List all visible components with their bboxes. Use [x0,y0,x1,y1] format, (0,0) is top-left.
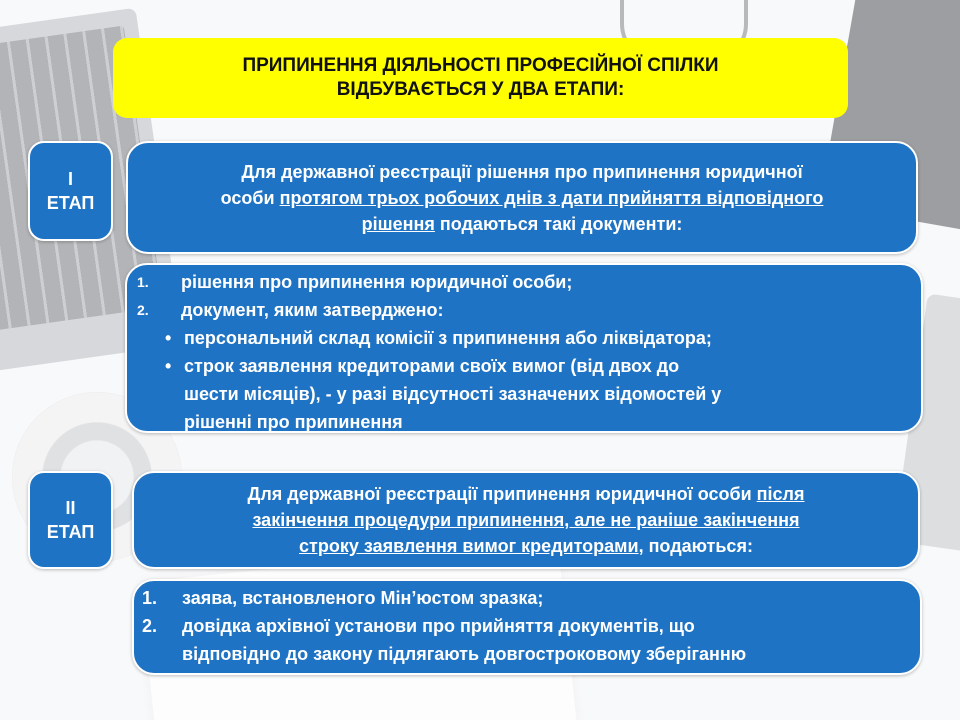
list-item [134,584,920,612]
list-item-text: рішення про припинення юридичної особи; [181,272,573,292]
list-item-text-line-2: відповідно до закону підлягають довгостроковому зберіганню [182,644,747,664]
bullet-text-line-1: строк заявлення кредиторами своїх вимог (від двох до [184,356,680,376]
stage-2-info-line-3-underlined: строку заявлення вимог кредиторами [299,536,639,556]
stage-2-info-line-1-plain: Для державної реєстрації припинення юридичної особи [247,484,757,504]
stage-1-info [126,141,918,254]
list-item-text-line-1: довідка архівної установи про прийняття документів, що [182,616,695,636]
list-item [134,612,920,668]
stage-1-info-line-2-plain: особи [220,187,280,208]
bullet-text-line-2: шести місяців), - у разі відсутності зазначених відомостей у [184,384,722,404]
title-line-2: ВІДБУВАЄТЬСЯ У ДВА ЕТАПИ: [336,79,625,100]
bullet-text-line-3: рішенні про припинення [184,412,403,432]
stage-1-word: ЕТАП [46,193,95,213]
stage-1-number: I [67,169,73,189]
stage-1-info-line-3-underlined: рішення [361,213,435,234]
stage-1-info-line-3-plain: подаються такі документи: [434,213,683,234]
stage-2-info [132,471,920,569]
title-line-1: ПРИПИНЕННЯ ДІЯЛЬНОСТІ ПРОФЕСІЙНОЇ СПІЛКИ [242,55,719,76]
stage-2-word: ЕТАП [46,522,95,542]
list-item-text: заява, встановленого Мін’юстом зразка; [182,588,544,608]
bullet-icon: • [165,356,172,376]
list-item-number: 1. [142,588,158,608]
stage-1-info-line-1: Для державної реєстрації рішення про припинення юридичної [241,161,803,182]
bullet-text: персональний склад комісії з припинення або ліквідатора; [184,328,712,348]
stage-2-documents-list [132,579,922,675]
bullet-item [127,352,921,436]
list-item [127,296,921,324]
bullet-item [127,324,921,352]
list-item [127,268,921,296]
stage-1-label [28,141,113,241]
stage-2-info-line-1 [248,481,805,507]
stage-1-info-line-3 [362,211,683,237]
stage-2-label [28,471,113,569]
list-item-text: документ, яким затверджено: [181,300,444,320]
stage-2-info-line-2: закінчення процедури припинення, але не раніше закінчення [252,510,800,530]
stage-1-info-line-2 [221,185,824,211]
list-item-number: 2. [137,302,149,318]
stage-2-info-line-3 [299,533,753,559]
list-item-number: 1. [137,274,149,290]
list-item-number: 2. [142,616,158,636]
stage-2-info-line-3-plain: , подаються: [638,536,753,556]
stage-2-number: II [65,498,76,518]
stage-1-documents-list [125,263,923,433]
bullet-icon: • [165,328,172,348]
stage-2-info-line-1-underlined: після [756,484,805,504]
slide-title [113,38,848,118]
stage-1-info-line-2-underlined: протягом трьох робочих днів з дати прийняття відповідного [279,187,824,208]
